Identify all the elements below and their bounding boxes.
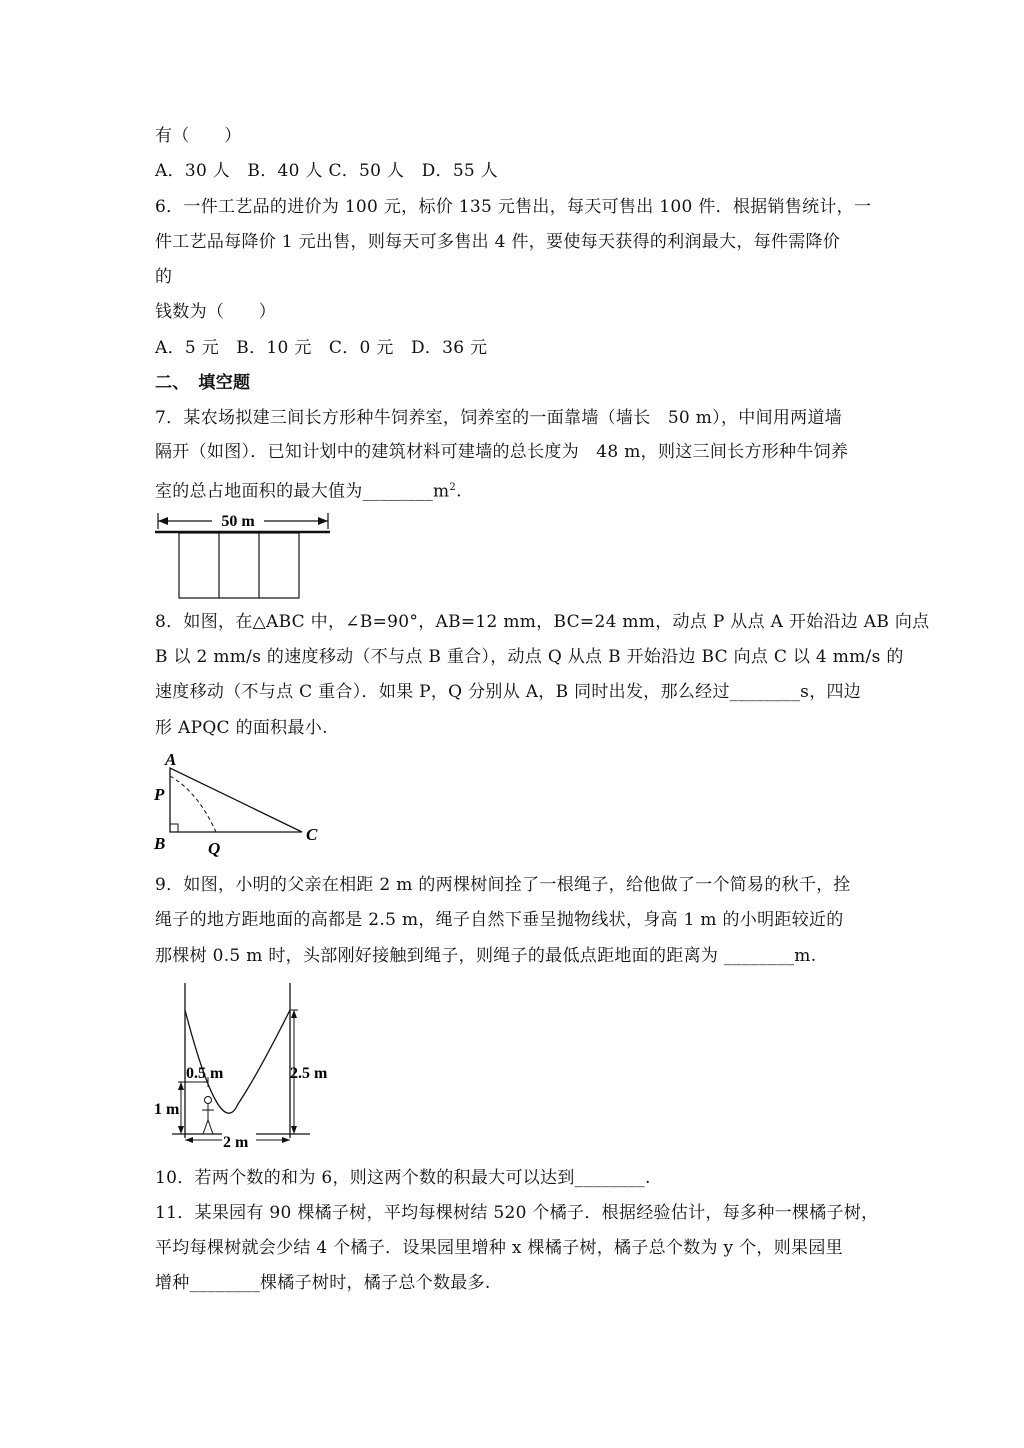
q5-tail: 有（ ）: [155, 126, 242, 146]
distance-label: 0.5 m: [186, 1065, 224, 1082]
q9-line2: 绳子的地方距地面的高都是 2.5 m，绳子自然下垂呈抛物线状，身高 1 m 的小明距较近的: [155, 910, 844, 930]
q7-line1: 7．某农场拟建三间长方形种牛饲养室，饲养室的一面靠墙（墙长 50 m），中间用两道墙: [155, 408, 843, 428]
q6-line4: 钱数为（ ）: [155, 302, 277, 322]
rope-height-label: 2.5 m: [290, 1065, 328, 1082]
section-title: 二、 填空题: [155, 373, 251, 393]
q11-line3: 增种________棵橘子树时，橘子总个数最多.: [155, 1273, 491, 1293]
q8-line1: 8．如图，在△ABC 中，∠B=90°，AB=12 mm，BC=24 mm，动点 P 从点 A 开始沿边 AB 向点: [155, 612, 930, 632]
label-C: C: [306, 825, 318, 844]
q8-line4: 形 APQC 的面积最小.: [155, 718, 328, 738]
q7-line2: 隔开（如图）．已知计划中的建筑材料可建墙的总长度为 48 m，则这三间长方形种牛饲养: [155, 442, 849, 462]
wall-length-label: 50 m: [221, 513, 255, 530]
q7-figure: [150, 505, 340, 605]
label-B: B: [154, 834, 166, 853]
q8-figure: [150, 748, 340, 860]
q6-line3: 的: [155, 267, 173, 287]
q6-line1: 6．一件工艺品的进价为 100 元，标价 135 元售出，每天可售出 100 件．根据销售统计，一: [155, 197, 872, 217]
q7-period: .: [456, 481, 462, 502]
person-height-label: 1 m: [154, 1101, 180, 1118]
q11-line2: 平均每棵树就会少结 4 个橘子．设果园里增种 x 棵橘子树，橘子总个数为 y 个，则果园里: [155, 1238, 843, 1258]
q11-line1: 11．某果园有 90 棵橘子树，平均每棵树结 520 个橘子．根据经验估计，每多种一棵橘子树，: [155, 1203, 879, 1223]
q8-line2: B 以 2 mm/s 的速度移动（不与点 B 重合），动点 Q 从点 B 开始沿边 BC 向点 C 以 4 mm/s 的: [155, 647, 904, 667]
q6-line2: 件工艺品每降价 1 元出售，则每天可多售出 4 件，要使每天获得的利润最大，每件需降价: [155, 232, 841, 252]
q9-line3: 那棵树 0.5 m 时，头部刚好接触到绳子，则绳子的最低点距地面的距离为 ________m.: [155, 946, 817, 966]
q7-line3-text: 室的总占地面积的最大值为________m: [155, 481, 450, 502]
q7-line3: [155, 476, 462, 504]
label-P: P: [154, 785, 165, 804]
label-Q: Q: [208, 839, 221, 858]
q8-line3: 速度移动（不与点 C 重合）．如果 P，Q 分别从 A，B 同时出发，那么经过________s，四边: [155, 682, 862, 702]
q9-figure: [150, 978, 370, 1158]
q5-options: A．30 人 B．40 人 C．50 人 D．55 人: [155, 161, 499, 181]
q7-superscript: 2: [449, 482, 457, 493]
tree-distance-label: 2 m: [223, 1134, 249, 1151]
q10-line1: 10．若两个数的和为 6，则这两个数的积最大可以达到________.: [155, 1168, 651, 1188]
q9-line1: 9．如图，小明的父亲在相距 2 m 的两棵树间拴了一根绳子，给他做了一个简易的秋千，拴: [155, 875, 851, 895]
label-A: A: [165, 750, 177, 769]
q6-options: A．5 元 B．10 元 C．0 元 D．36 元: [155, 338, 488, 358]
